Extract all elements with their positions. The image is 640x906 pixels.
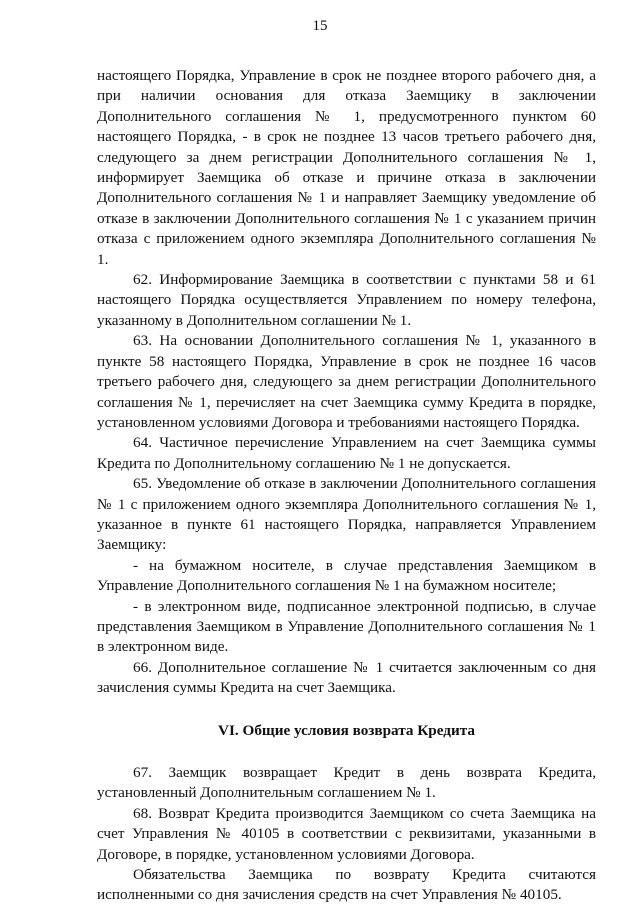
paragraph-63: 63. На основании Дополнительного соглашения № 1, указанного в пункте 58 настоящего Порядка, Управление в срок не позднее 16 часов третьего рабочего дня, следующего за днем регистрации Дополнительного соглашения № 1, перечисляет на счет Заемщика сумму Кредита в порядке, установленном условиями Договора и требованиями настоящего Порядка.	[97, 332, 596, 431]
paragraph-65-item-electronic: - в электронном виде, подписанное электронной подписью, в случае представления Заемщиком в Управление Дополнительного соглашения № 1 в электронном виде.	[97, 597, 596, 656]
paragraph-65: 65. Уведомление об отказе в заключении Дополнительного соглашения № 1 с приложением одного экземпляра Дополнительного соглашения № 1, указанное в пункте 61 настоящего Порядка, направляется Управлением Заемщику:	[97, 475, 596, 554]
paragraph-66: 66. Дополнительное соглашение № 1 считается заключенным со дня зачисления суммы Кредита на счет Заемщика.	[97, 658, 596, 697]
paragraph-65-item-paper: - на бумажном носителе, в случае представления Заемщиком в Управление Дополнительного соглашения № 1 на бумажном носителе;	[97, 556, 596, 595]
paragraph-67: 67. Заемщик возвращает Кредит в день возврата Кредита, установленный Дополнительным соглашением № 1.	[97, 764, 596, 802]
paragraph-64: 64. Частичное перечисление Управлением на счет Заемщика суммы Кредита по Дополнительному соглашению № 1 не допускается.	[97, 434, 596, 472]
section-heading: VI. Общие условия возврата Кредита	[218, 721, 475, 739]
page-number: 15	[312, 18, 328, 34]
paragraph-62: 62. Информирование Заемщика в соответствии с пунктами 58 и 61 настоящего Порядка осуществляется Управлением по номеру телефона, указанному в Дополнительном соглашении № 1.	[97, 271, 596, 329]
paragraph-68: 68. Возврат Кредита производится Заемщиком со счета Заемщика на счет Управления № 40105 в соответствии с реквизитами, указанными в Договоре, в порядке, установленном условиями Договора.	[97, 804, 596, 863]
paragraph-continuation: настоящего Порядка, Управление в срок не позднее второго рабочего дня, а при наличии основания для отказа Заемщику в заключении Дополнительного соглашения № 1, предусмотренного пунктом 60 настоящего Порядка, - в срок не позднее 13 часов третьего рабочего дня, следующего за днем регистрации Дополнительного соглашения № 1, информирует Заемщика об отказе и причине отказа в заключении Дополнительного соглашения № 1 и направляет Заемщику уведомление об отказе в заключении Дополнительного соглашения № 1 с указанием причин отказа с приложением одного экземпляра Дополнительного соглашения № 1.	[97, 67, 596, 268]
document-body	[97, 66, 596, 906]
paragraph-obligations: Обязательства Заемщика по возврату Кредита считаются исполненными со дня зачисления средств на счет Управления № 40105.	[97, 866, 596, 904]
